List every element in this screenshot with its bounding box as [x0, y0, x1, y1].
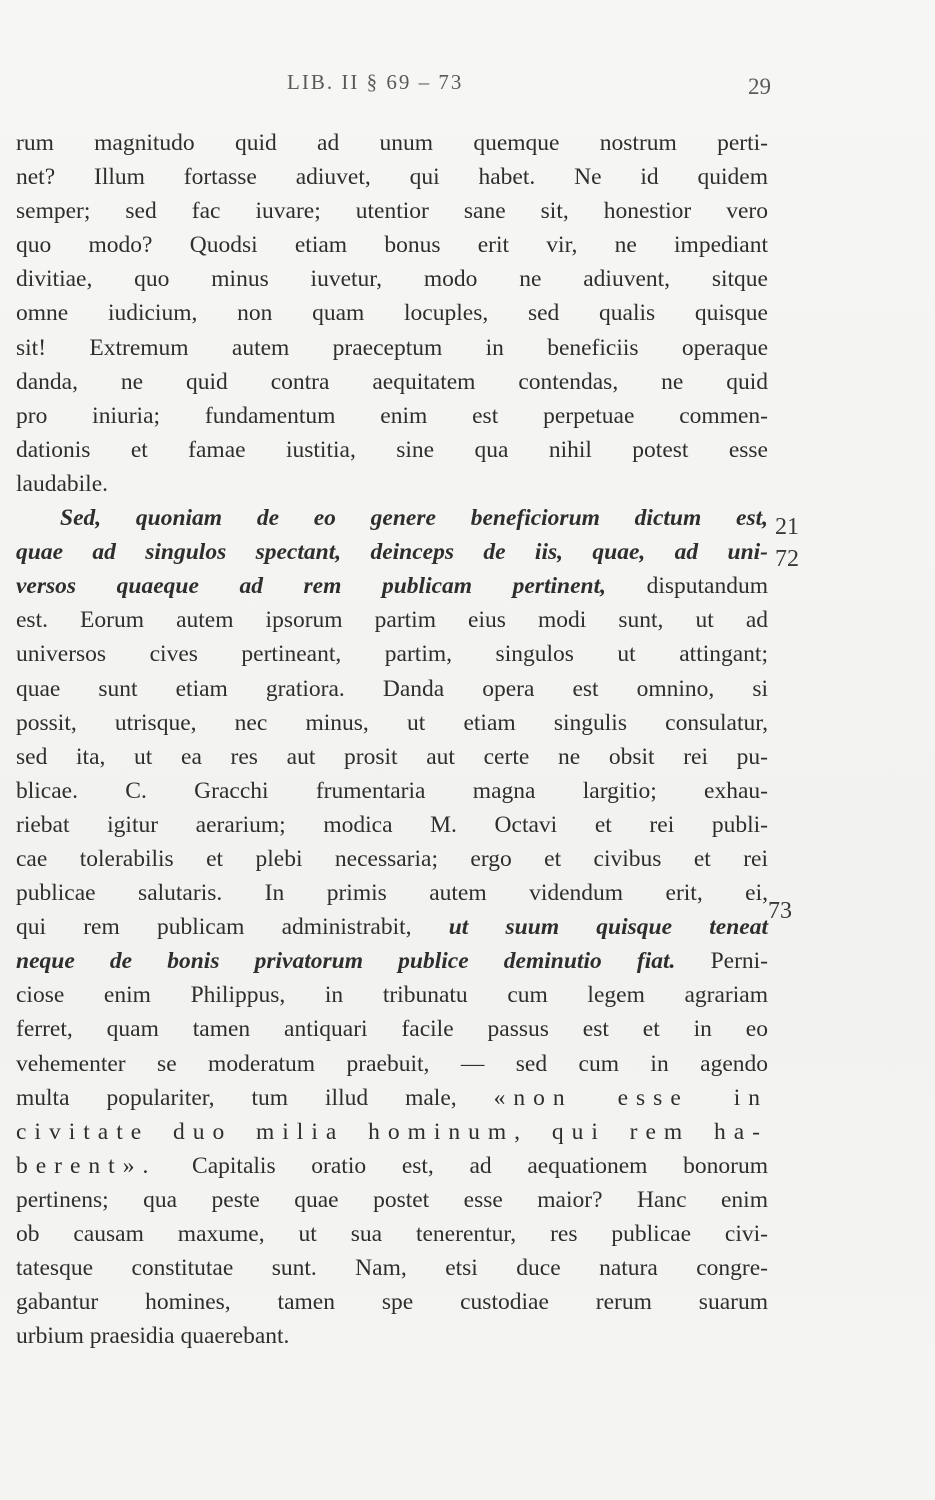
text-line: laudabile.	[16, 470, 109, 497]
text-line: divitiae, quo minus iuvetur, modo ne adiuvent, sitque	[16, 266, 768, 293]
margin-section-number: 21	[775, 514, 799, 540]
spaced-quotation-line: civitate duo milia hominum, qui rem ha-	[16, 1118, 768, 1145]
text-line: ferret, quam tamen antiquari facile passus est et in eo	[16, 1016, 768, 1043]
text-line: quae sunt etiam gratiora. Danda opera est omnino, si	[16, 675, 768, 702]
spaced-quotation: «non esse in	[493, 1084, 769, 1111]
spaced-quotation: berent».	[16, 1152, 157, 1179]
italic-phrase: neque de bonis privatorum publice deminutio fiat.	[16, 948, 676, 975]
running-head: LIB. II § 69 – 73	[287, 70, 464, 94]
roman-phrase: disputandum	[646, 573, 768, 600]
text-line: est. Eorum autem ipsorum partim eius modi sunt, ut ad	[16, 607, 768, 634]
text-line-italic: quae ad singulos spectant, deinceps de iis, quae, ad uni-	[16, 539, 768, 566]
text-line: omne iudicium, non quam locuples, sed qualis quisque	[16, 300, 768, 327]
roman-phrase: qui rem publicam administrabit,	[16, 914, 412, 941]
text-line: semper; sed fac iuvare; utentior sane sit, honestior vero	[16, 198, 768, 225]
text-line: urbium praesidia quaerebant.	[16, 1323, 290, 1350]
text-line-mixed	[16, 1081, 768, 1115]
page-number: 29	[748, 74, 771, 99]
text-line-italic: Sed, quoniam de eo genere beneficiorum dictum est,	[60, 505, 768, 532]
text-line: sit! Extremum autem praeceptum in beneficiis operaque	[16, 334, 768, 361]
roman-phrase: Perni-	[710, 948, 768, 975]
text-line: pertinens; qua peste quae postet esse maior? Hanc enim	[16, 1186, 768, 1213]
text-line: blicae. C. Gracchi frumentaria magna largitio; exhau-	[16, 777, 768, 804]
text-line: quo modo? Quodsi etiam bonus erit vir, ne impediant	[16, 232, 768, 259]
text-line-mixed	[16, 910, 768, 944]
page-header	[0, 70, 935, 104]
text-line: riebat igitur aerarium; modica M. Octavi et rei publi-	[16, 811, 768, 838]
text-line-mixed	[16, 1149, 768, 1183]
text-line: danda, ne quid contra aequitatem contendas, ne quid	[16, 368, 768, 395]
text-line: vehementer se moderatum praebuit, — sed cum in agendo	[16, 1050, 768, 1077]
text-line: sed ita, ut ea res aut prosit aut certe ne obsit rei pu-	[16, 743, 768, 770]
text-line: universos cives pertineant, partim, singulos ut attingant;	[16, 641, 768, 668]
italic-phrase: ut suum quisque teneat	[448, 914, 768, 941]
roman-phrase: multa populariter, tum illud male,	[16, 1084, 457, 1111]
text-line: ob causam maxume, ut sua tenerentur, res publicae civi-	[16, 1221, 768, 1247]
text-line: tatesque constitutae sunt. Nam, etsi duce natura congre-	[16, 1255, 768, 1282]
text-line: pro iniuria; fundamentum enim est perpetuae commen-	[16, 402, 768, 429]
text-line: dationis et famae iustitia, sine qua nihil potest esse	[16, 436, 768, 463]
text-line: publicae salutaris. In primis autem videndum erit, ei,	[16, 880, 768, 907]
text-line: rum magnitudo quid ad unum quemque nostrum perti-	[16, 130, 768, 156]
text-line: gabantur homines, tamen spe custodiae rerum suarum	[16, 1289, 768, 1316]
italic-phrase: versos quaeque ad rem publicam pertinent,	[16, 573, 606, 600]
text-line: ciose enim Philippus, in tribunatu cum legem agrariam	[16, 982, 768, 1009]
margin-section-number: 72	[775, 546, 799, 572]
text-line: cae tolerabilis et plebi necessaria; ergo et civibus et rei	[16, 845, 768, 872]
roman-phrase: Capitalis oratio est, ad aequationem bonorum	[192, 1152, 768, 1179]
text-line: net? Illum fortasse adiuvet, qui habet. Ne id quidem	[16, 164, 768, 191]
margin-section-number: 73	[768, 898, 792, 924]
text-line-mixed	[16, 569, 768, 603]
text-line-mixed	[16, 944, 768, 978]
body-text	[16, 126, 768, 1353]
text-line: possit, utrisque, nec minus, ut etiam singulis consulatur,	[16, 709, 768, 736]
